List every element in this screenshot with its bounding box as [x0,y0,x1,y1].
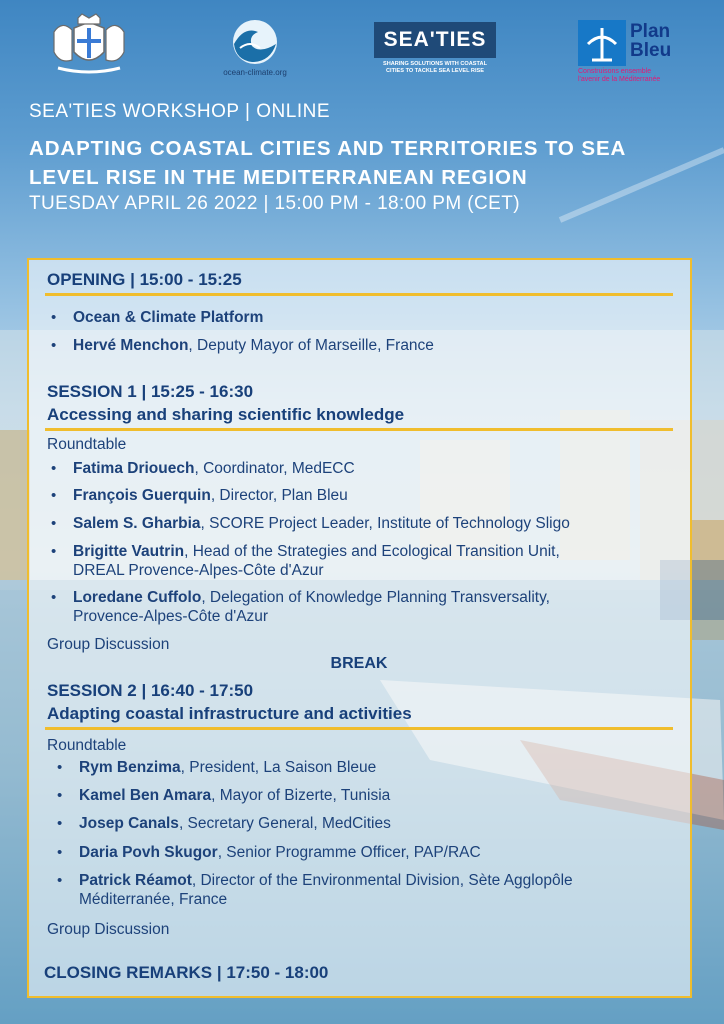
speaker-name: Loredane Cuffolo [73,589,202,606]
bullet-icon: • [51,515,57,532]
speaker-name: Rym Benzima [79,759,181,776]
event-title: ADAPTING COASTAL CITIES AND TERRITORIES TO SEA LEVEL RISE IN THE MEDITERRANEAN REGION [29,137,626,189]
speaker-name: Salem S. Gharbia [73,515,201,532]
opening-divider [45,293,673,296]
plan-bleu-tagline-2: l'avenir de la Méditerranée [578,76,661,83]
plan-bleu-logo [578,18,682,88]
seaties-tagline-1: SHARING SOLUTIONS WITH COASTAL [383,61,487,67]
plan-bleu-emblem-icon [578,20,626,66]
seaties-name: SEA'TIES [374,22,496,58]
bullet-icon: • [57,815,63,832]
session2-divider [45,727,673,730]
plan-bleu-tagline [578,68,682,84]
session1-roundtable-label: Roundtable [47,436,127,453]
speaker-role-continued: DREAL Provence-Alpes-Côte d'Azur [73,562,324,579]
plan-bleu-wordmark [630,22,671,60]
speaker-name: Daria Povh Skugor [79,844,218,861]
bullet-icon: • [51,589,57,606]
bullet-icon: • [51,460,57,477]
partner-logos [0,0,724,95]
event-header [29,100,709,216]
speaker-name: Hervé Menchon [73,337,189,354]
speaker-role: , Director of the Environmental Division, Sète Agglopôle [191,872,573,889]
speaker-name: Kamel Ben Amara [79,787,212,804]
bullet-icon: • [57,787,63,804]
plan-bleu-tagline-1: Construisons ensemble [578,68,652,75]
session1-speaker [51,542,691,582]
session2-heading: SESSION 2 | 16:40 - 17:50 [47,681,254,700]
opening-heading: OPENING | 15:00 - 15:25 [47,270,242,289]
bullet-icon: • [51,337,57,354]
session1-divider [45,428,673,431]
agenda-panel [27,258,692,998]
speaker-role: , Mayor of Bizerte, Tunisia [211,787,391,804]
speaker-role: , Secretary General, MedCities [178,815,391,832]
session2-subheading: Adapting coastal infrastructure and activities [47,704,412,723]
speaker-role: , President, La Saison Bleue [180,759,377,776]
speaker-role: , Director, Plan Bleu [210,487,348,504]
session1-heading: SESSION 1 | 15:25 - 16:30 [47,382,254,401]
bullet-icon: • [51,309,57,326]
speaker-name: Josep Canals [79,815,179,832]
speaker-name: François Guerquin [73,487,211,504]
speaker-role: , Head of the Strategies and Ecological Transition Unit, [184,543,560,560]
speaker-role-continued: Méditerranée, France [79,891,228,908]
session2-speaker [57,871,689,911]
session2-group-discussion: Group Discussion [47,921,170,938]
event-date: TUESDAY APRIL 26 2022 | 15:00 PM - 18:00 PM (CET) [29,193,520,214]
bullet-icon: • [57,759,63,776]
bullet-icon: • [51,487,57,504]
speaker-role: , Deputy Mayor of Marseille, France [188,337,434,354]
workshop-label: SEA'TIES WORKSHOP | ONLINE [29,101,330,122]
speaker-role: , Senior Programme Officer, PAP/RAC [217,844,481,861]
session1-subheading: Accessing and sharing scientific knowledge [47,405,405,424]
session1-speaker [51,588,691,628]
plan-bleu-word-2: Bleu [630,40,672,61]
closing-heading: CLOSING REMARKS | 17:50 - 18:00 [44,963,329,982]
bullet-icon: • [57,872,63,889]
session2-roundtable-label: Roundtable [47,737,127,754]
speaker-name: Brigitte Vautrin [73,543,185,560]
speaker-role: , Delegation of Knowledge Planning Transversality, [201,589,550,606]
seaties-tagline-2: CITIES TO TACKLE SEA LEVEL RISE [385,68,484,74]
speaker-name: Fatima Driouech [73,460,195,477]
seaties-logo [374,22,496,84]
speaker-role: , SCORE Project Leader, Institute of Technology Sligo [200,515,570,532]
bullet-icon: • [51,543,57,560]
plan-bleu-word-1: Plan [630,21,671,42]
session1-group-discussion: Group Discussion [47,636,170,653]
speaker-name: Ocean & Climate Platform [73,309,264,326]
bullet-icon: • [57,844,63,861]
speaker-role: , Coordinator, MedECC [194,460,355,477]
break-label: BREAK [330,655,388,672]
speaker-role-continued: Provence-Alpes-Côte d'Azur [73,608,269,625]
ocean-climate-logo [210,18,300,82]
ocean-climate-text: ocean-climate.org [223,68,287,77]
speaker-name: Patrick Réamot [79,872,192,889]
marseille-coat-of-arms-logo [44,12,134,76]
